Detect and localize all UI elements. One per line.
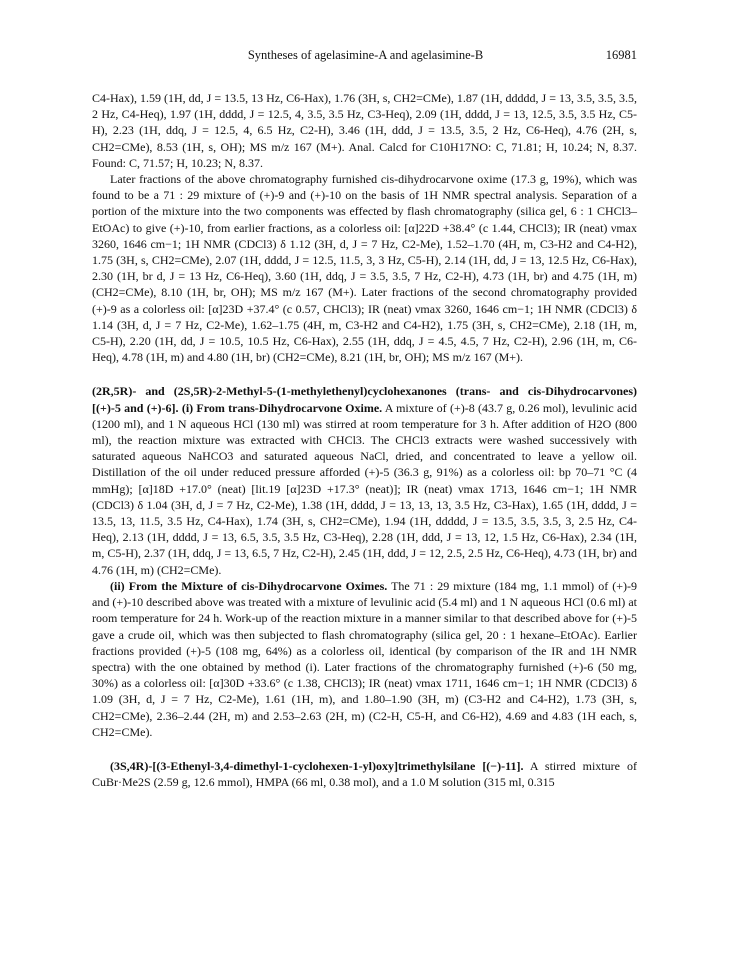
running-head [0,48,731,66]
paragraph-text: Later fractions of the above chromatography furnished cis-dihydrocarvone oxime (17.3 g, 19%), which was found to be a 71 : 29 mixture of (+)-9 and (+)-10 on the basis of 1H NMR spectral analysis. Separation of a portion of the mixture into the two components was effected by flash chromatography (silica gel, 6 : 1 CHCl3–EtOAc) to give (+)-10, from earlier fractions, as a colorless oil: [α]22D +38.4° (c 1.44, CHCl3); IR (neat) νmax 3260, 1646 cm−1; 1H NMR (CDCl3) δ 1.12 (3H, d, J = 7 Hz, C2-Me), 1.52–1.70 (4H, m, C3-H2 and C4-H2), 1.75 (3H, s, CH2=CMe), 2.07 (1H, dddd, J = 12.5, 11.5, 3, 3 Hz, C5-H), 2.14 (1H, dd, J = 13, 12.5 Hz, C6-Hax), 2.30 (1H, br d, J = 13 Hz, C6-Heq), 3.60 (1H, ddq, J = 3.5, 3.5, 7 Hz, C2-H), 4.73 (1H, br) and 4.75 (1H, m) (CH2=CMe), 8.10 (1H, br, OH); MS m/z 167 (M+). Later fractions of the second chromatography provided (+)-9 as a colorless oil: [α]23D +37.4° (c 0.57, CHCl3); IR (neat) νmax 3260, 1646 cm−1; 1H NMR (CDCl3) δ 1.14 (3H, d, J = 7 Hz, C2-Me), 1.62–1.75 (4H, m, C3-H2 and C4-H2), 1.75 (3H, s, CH2=CMe), 2.18 (1H, m, C5-H), 2.20 (1H, dd, J = 10.5, 10.5 Hz, C6-Hax), 2.55 (1H, ddq, J = 4.5, 4.5, 7 Hz, C2-H), 2.96 (1H, m, C6-Heq), 4.78 (1H, m) and 4.80 (1H, br) (CH2=CMe), 8.21 (1H, br, OH); MS m/z 167 (M+). [92,172,637,365]
paragraph-p1 [92,90,637,171]
paragraph-text: A stirred mixture of CuBr·Me2S (2.59 g, 12.6 mmol), HMPA (66 ml, 0.38 mol), and a 1.0 M solution (315 ml, 0.315 [92,758,637,790]
paragraph-p4 [92,578,637,740]
paragraph-p3 [92,383,637,577]
paragraph-text: C4-Hax), 1.59 (1H, dd, J = 13.5, 13 Hz, C6-Hax), 1.76 (3H, s, CH2=CMe), 1.87 (1H, ddddd, J = 13, 3.5, 3.5, 3.5, 2 Hz, C4-Heq), 1.97 (1H, dddd, J = 12.5, 4, 3.5, 3.5 Hz, C3-Heq), 2.09 (1H, dddd, J = 13, 12.5, 3.5, 3.5 Hz, C5-H), 2.23 (1H, ddq, J = 12.5, 4, 6.5 Hz, C2-H), 3.46 (1H, ddd, J = 13.5, 3.5, 2 Hz, C6-Heq), 4.76 (2H, s, CH2=CMe), 8.53 (1H, s, OH); MS m/z 167 (M+). Anal. Calcd for C10H17NO: C, 71.81; H, 10.24; N, 8.37. Found: C, 71.57; H, 10.23; N, 8.37. [92,91,637,170]
article-body [92,90,637,790]
paragraph-text: A mixture of (+)-8 (43.7 g, 0.26 mol), levulinic acid (1200 ml), and 1 N aqueous HCl (130 ml) was stirred at room temperature for 3 h. After addition of H2O (800 ml), the reaction mixture was extracted with CHCl3. The CHCl3 extracts were washed successively with saturated aqueous NaHCO3 and saturated aqueous NaCl, dried, and concentrated to leave a yellow oil. Distillation of the oil under reduced pressure afforded (+)-5 (36.3 g, 91%) as a colorless oil: bp 70–71 °C (4 mmHg); [α]18D +17.0° (neat) [lit.19 [α]23D +17.3° (neat)]; IR (neat) νmax 1713, 1646 cm−1; 1H NMR (CDCl3) δ 1.04 (3H, d, J = 7 Hz, C2-Me), 1.38 (1H, dddd, J = 13, 13, 13, 3.5 Hz, C3-Hax), 1.65 (1H, dddd, J = 13.5, 13, 11.5, 3.5 Hz, C4-Hax), 1.74 (3H, s, CH2=CMe), 1.94 (1H, ddddd, J = 13.5, 3.5, 3.5, 3, 2.5 Hz, C4-Heq), 2.13 (1H, dddd, J = 13, 6.5, 3.5, 3.5 Hz, C3-Heq), 2.28 (1H, ddd, J = 13, 12, 1.5 Hz, C6-Hax), 2.34 (1H, m, C5-H), 2.37 (1H, ddq, J = 13, 6.5, 7 Hz, C2-H), 2.45 (1H, ddd, J = 12, 2.5, 2.5 Hz, C6-Heq), 4.73 (1H, br) and 4.76 (1H, m) (CH2=CMe). [92,400,638,577]
page-number: 16981 [605,48,637,62]
section-heading: (2R,5R)- and (2S,5R)-2-Methyl-5-(1-methylethenyl)cyclohexanones (trans- and cis-Dihydrocarvones) [(+)-5 and (+)-6]. (i) From trans-Dihydrocarvone Oxime. [92,384,637,415]
paragraph-text: The 71 : 29 mixture (184 mg, 1.1 mmol) of (+)-9 and (+)-10 described above was treated with a mixture of levulinic acid (5.4 ml) and 1 N aqueous HCl (0.6 ml) at room temperature for 24 h. Work-up of the reaction mixture in a manner similar to that described above for (+)-5 gave a crude oil, which was then subjected to flash chromatography (silica gel, 20 : 1 hexane–EtOAc). Earlier fractions provided (+)-5 (108 mg, 64%) as a colorless oil, identical (by comparison of the IR and 1H NMR spectra) with the one obtained by method (i). Later fractions of the chromatography furnished (+)-6 (50 mg, 30%) as a colorless oil: [α]30D +33.6° (c 1.38, CHCl3); IR (neat) νmax 1711, 1646 cm−1; 1H NMR (CDCl3) δ 1.09 (3H, d, J = 7 Hz, C2-Me), 1.61 (1H, m), and 1.80–1.90 (3H, m) (C3-H2 and C4-H2), 1.73 (3H, s, CH2=CMe), 2.36–2.44 (2H, m) and 2.53–2.63 (2H, m) (C2-H, C5-H, and C6-H2), 4.69 and 4.83 (1H each, s, CH2=CMe). [92,578,637,739]
section-heading: (ii) From the Mixture of cis-Dihydrocarvone Oximes. [110,578,388,593]
section-heading: (3S,4R)-[(3-Ethenyl-3,4-dimethyl-1-cyclohexen-1-yl)oxy]trimethylsilane [(−)-11]. [110,758,524,773]
paragraph-gap [92,740,637,758]
paragraph-p2 [92,171,637,365]
paragraph-gap [92,365,637,383]
running-title: Syntheses of agelasimine-A and agelasimine-B [247,48,484,62]
paragraph-p5 [92,758,637,790]
